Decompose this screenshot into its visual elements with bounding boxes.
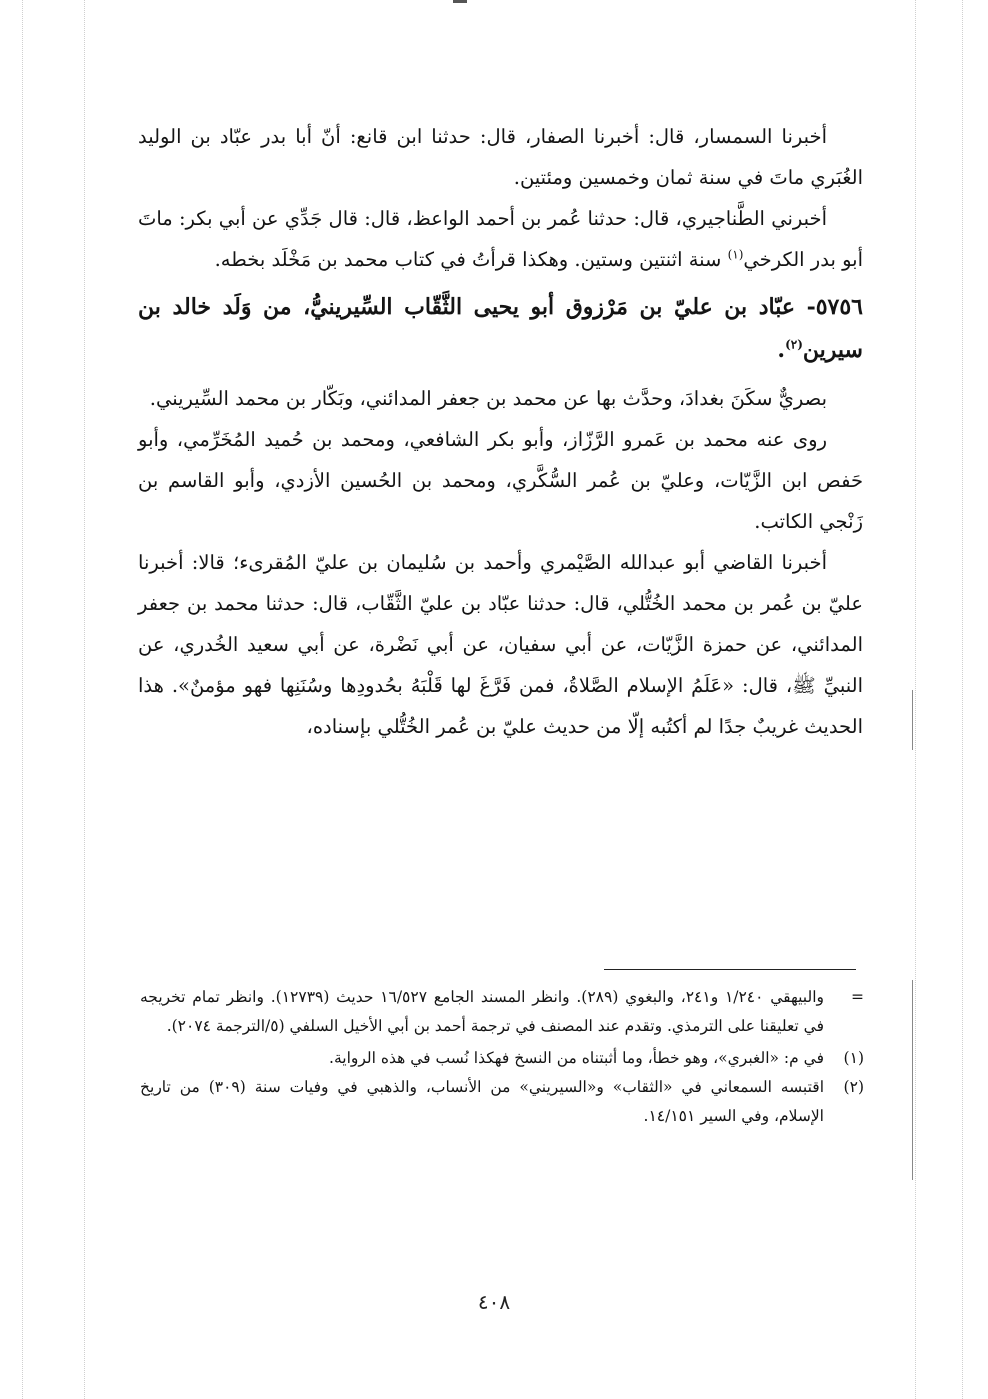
footnote-separator — [604, 969, 856, 970]
entry-title-end: . — [777, 337, 786, 363]
scan-artifact-line — [962, 0, 963, 1399]
entry-heading — [138, 286, 863, 372]
entry-title: عبّاد بن عليّ بن مَرْزوق أبو يحيى الثَّقّاب السِّيرينيُّ، من وَلَد خالد بن سيرين — [138, 294, 863, 363]
scan-artifact-line — [84, 0, 85, 1399]
paragraph-text: أخبرني الطَّناجيري، قال: حدثنا عُمر بن أحمد الواعظ، قال: قال جَدِّي عن أبي بكر: ماتَ أبو بدر الكرخي — [138, 207, 863, 271]
scan-artifact-line — [915, 0, 916, 1399]
footnote-mark: (١) — [843, 1049, 864, 1067]
paragraph-text: روى عنه محمد بن عَمرو الرَّزّاز، وأبو بكر الشافعي، ومحمد بن حُميد المُخَرِّمي، وأبو حَفص ابن الزَّيّات، وعليّ بن عُمر السُّكَّري، ومحمد بن الحُسين الأزدي، وأبو القاسم بن زَنْجي الكاتب. — [138, 428, 863, 533]
footnotes — [140, 983, 864, 1131]
paragraph — [138, 378, 863, 419]
footnote-text: والبيهقي ١/٢٤٠ و٢٤١، والبغوي (٢٨٩). وانظر المسند الجامع ١٦/٥٢٧ حديث (١٢٧٣٩). وانظر تمام تخريجه في تعليقنا على الترمذي. وتقدم عند المصنف في ترجمة أحمد بن أبي الأخيل السلفي (٥/الترجمة ٢٠٧٤). — [140, 988, 824, 1035]
paragraph-text: أخبرنا القاضي أبو عبدالله الصَّيْمري وأحمد بن سُليمان بن عليّ المُقرىء؛ قالا: أخبرنا عليّ بن عُمر بن محمد الخُتُّلي، قال: حدثنا عبّاد بن عليّ الثَّقّاب، قال: حدثنا محمد بن جعفر المدائني، عن حمزة الزَّيّات، عن أبي سفيان، عن أبي نَضْرة، عن أبي سعيد الخُدري، عن النبيِّ ﷺ، قال: «عَلَمُ الإسلام الصَّلاةُ، فمن فَرَّغَ لها قَلْبَهُ بحُدودِها وسُنَنِها فهو مؤمنٌ». هذا الحديث غريبٌ جدًا لم أكتُبه إلّا من حديث عليّ بن عُمر الخُتُّلي بإسناده، — [138, 551, 863, 738]
footnote-1 — [140, 1044, 864, 1073]
paragraph-text: سنة اثنتين وستين. وهكذا قرأتُ في كتاب محمد بن مَخْلَد بخطه. — [214, 248, 728, 271]
paragraph-text: أخبرنا السمسار، قال: أخبرنا الصفار، قال: حدثنا ابن قانع: أنّ أبا بدر عبّاد بن الوليد الغُبَري ماتَ في سنة ثمان وخمسين ومئتين. — [138, 125, 863, 189]
scan-mark — [453, 0, 467, 3]
scan-mark — [912, 980, 913, 1180]
footnote-text: اقتبسه السمعاني في «الثقاب» و«السيريني» من الأنساب، والذهبي في وفيات سنة (٣٠٩) من تاريخ الإسلام، وفي السير ١٤/١٥١. — [140, 1078, 825, 1125]
paragraph-text: بصريٌّ سكَنَ بغدادَ، وحدَّث بها عن محمد بن جعفر المدائني، وبَكّار بن محمد السِّيريني. — [149, 387, 827, 410]
footnote-ref[interactable]: (١) — [727, 247, 744, 262]
paragraph — [138, 198, 863, 280]
footnote-ref[interactable]: (٢) — [785, 337, 803, 352]
footnote-2 — [140, 1073, 864, 1131]
main-text — [138, 116, 863, 747]
entry-number: ٥٧٥٦- — [806, 294, 863, 320]
scan-artifact-line — [22, 0, 23, 1399]
footnote-text: في م: «الغبري»، وهو خطأ، وما أثبتناه من النسخ فهكذا نُسب في هذه الرواية. — [329, 1049, 824, 1067]
footnote-mark: = — [851, 988, 864, 1006]
page-number: ٤٠٨ — [477, 1290, 511, 1314]
paragraph — [138, 116, 863, 198]
scan-mark — [912, 690, 913, 750]
paragraph — [138, 542, 863, 747]
paragraph — [138, 419, 863, 542]
footnote-continuation — [140, 983, 864, 1041]
footnote-mark: (٢) — [843, 1078, 864, 1096]
